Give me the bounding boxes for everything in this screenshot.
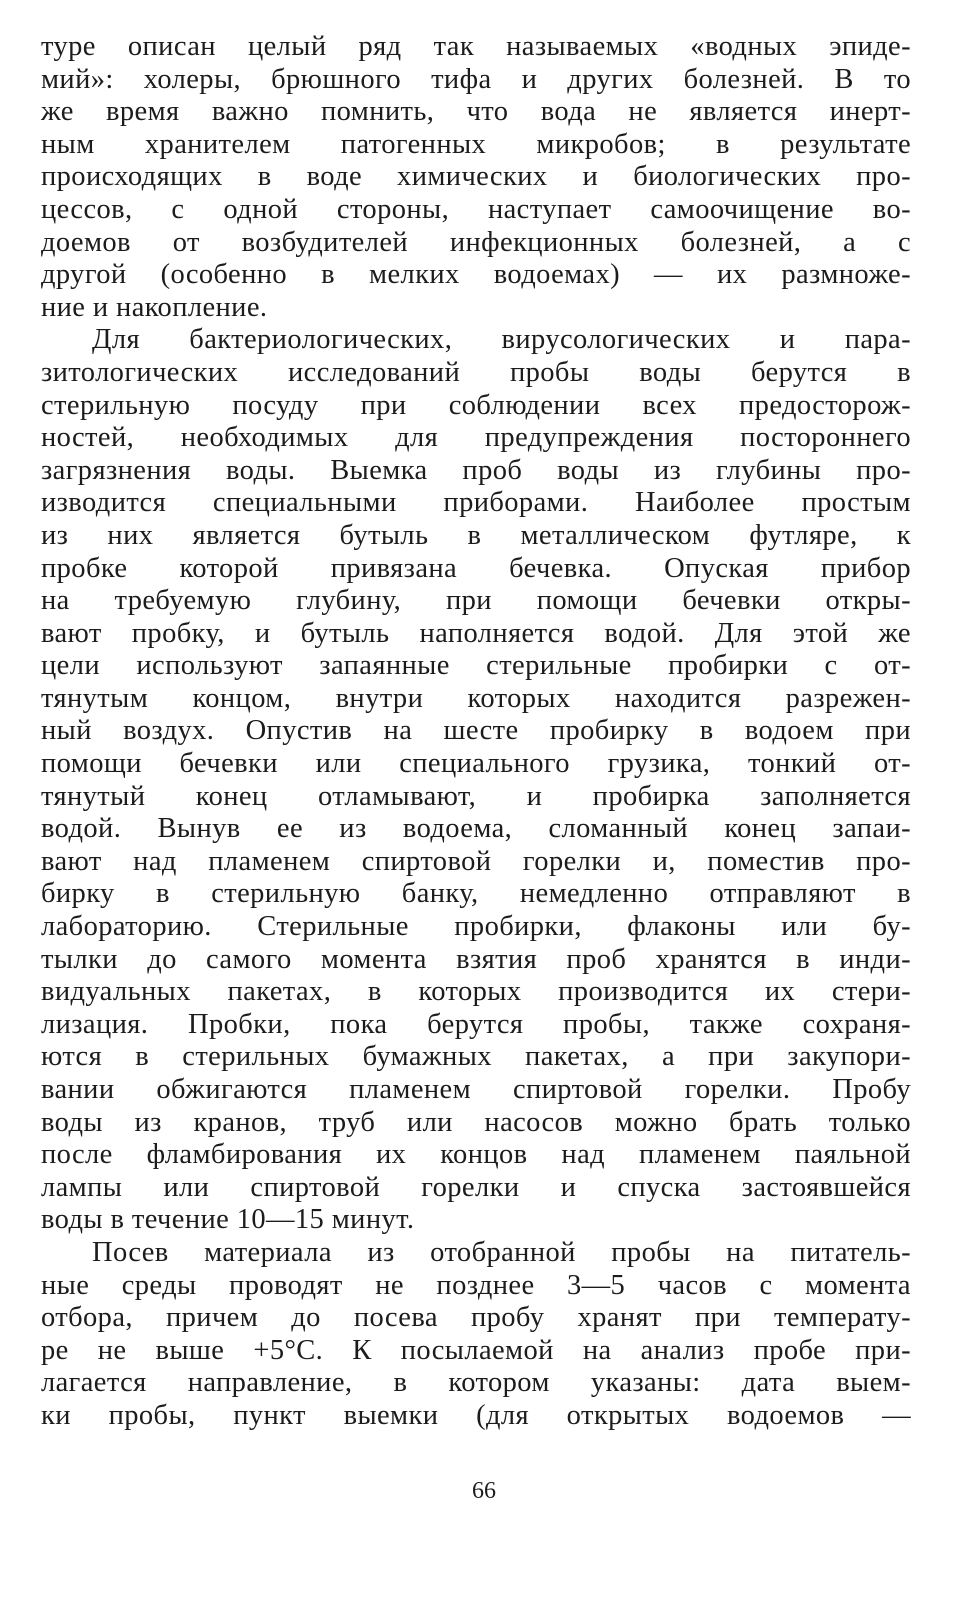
paragraph	[41, 324, 911, 1237]
text-line: ние и накопление.	[41, 291, 268, 323]
text-line: ностей, необходимых для предупреждения постороннего	[41, 422, 911, 454]
text-line: доемов от возбудителей инфекционных болезней, а с	[41, 226, 911, 258]
text-line: водой. Вынув ее из водоема, сломанный конец запаи-	[41, 813, 911, 845]
text-line: бирку в стерильную банку, немедленно отправляют в	[41, 878, 911, 910]
text-line: отбора, причем до посева пробу хранят при температу-	[41, 1302, 911, 1334]
text-line: лампы или спиртовой горелки и спуска застоявшейся	[41, 1171, 911, 1203]
text-line: изводится специальными приборами. Наиболее простым	[41, 487, 911, 519]
text-line: Для бактериологических, вирусологических и пара-	[92, 324, 911, 356]
text-line: мий»: холеры, брюшного тифа и других болезней. В то	[41, 63, 911, 95]
text-line: помощи бечевки или специального грузика, тонкий от-	[41, 748, 911, 780]
text-line: воды из кранов, труб или насосов можно брать только	[41, 1106, 911, 1138]
text-line: цессов, с одной стороны, наступает самоочищение во-	[41, 193, 911, 225]
text-line: стерильную посуду при соблюдении всех предосторож-	[41, 389, 911, 421]
paragraph	[41, 1237, 911, 1433]
text-line: другой (особенно в мелких водоемах) — их размноже-	[41, 259, 911, 291]
text-line: тянутым концом, внутри которых находится разрежен-	[41, 682, 911, 714]
text-line: ре не выше +5°С. К посылаемой на анализ пробе при-	[41, 1334, 911, 1366]
text-line: на требуемую глубину, при помощи бечевки откры-	[41, 585, 911, 617]
text-line: из них является бутыль в металлическом футляре, к	[41, 519, 911, 551]
page-body	[41, 31, 911, 1433]
text-line: тянутый конец отламывают, и пробирка заполняется	[41, 780, 911, 812]
text-line: ные среды проводят не позднее 3—5 часов с момента	[41, 1269, 911, 1301]
text-line: воды в течение 10—15 минут.	[41, 1204, 415, 1236]
text-line: лабораторию. Стерильные пробирки, флаконы или бу-	[41, 911, 911, 943]
text-line: вают пробку, и бутыль наполняется водой. Для этой же	[41, 617, 911, 649]
text-line: пробке которой привязана бечевка. Опуская прибор	[41, 552, 911, 584]
text-line: лизация. Пробки, пока берутся пробы, также сохраня-	[41, 1008, 911, 1040]
text-line: загрязнения воды. Выемка проб воды из глубины про-	[41, 454, 911, 486]
paragraph	[41, 31, 911, 324]
text-line: тылки до самого момента взятия проб хранятся в инди-	[41, 943, 911, 975]
text-line: зитологических исследований пробы воды берутся в	[41, 356, 911, 388]
text-line: ки пробы, пункт выемки (для открытых водоемов —	[41, 1399, 911, 1431]
text-line: вании обжигаются пламенем спиртовой горелки. Пробу	[41, 1074, 911, 1105]
text-line: ным хранителем патогенных микробов; в результате	[41, 128, 911, 160]
text-line: происходящих в воде химических и биологических про-	[41, 161, 911, 193]
text-line: же время важно помнить, что вода не является инерт-	[41, 96, 911, 128]
page-number: 66	[472, 1478, 496, 1504]
text-line: вают над пламенем спиртовой горелки и, поместив про-	[41, 845, 911, 877]
text-line: после фламбирования их концов над пламенем паяльной	[41, 1139, 911, 1171]
text-line: ный воздух. Опустив на шесте пробирку в водоем при	[41, 715, 911, 747]
text-line: ются в стерильных бумажных пакетах, а при закупори-	[41, 1041, 911, 1073]
text-line: лагается направление, в котором указаны: дата выем-	[41, 1367, 911, 1399]
text-line: туре описан целый ряд так называемых «водных эпиде-	[41, 31, 911, 62]
text-line: Посев материала из отобранной пробы на питатель-	[92, 1236, 911, 1268]
text-line: видуальных пакетах, в которых производится их стери-	[41, 976, 911, 1008]
text-line: цели используют запаянные стерильные пробирки с от-	[41, 650, 911, 682]
